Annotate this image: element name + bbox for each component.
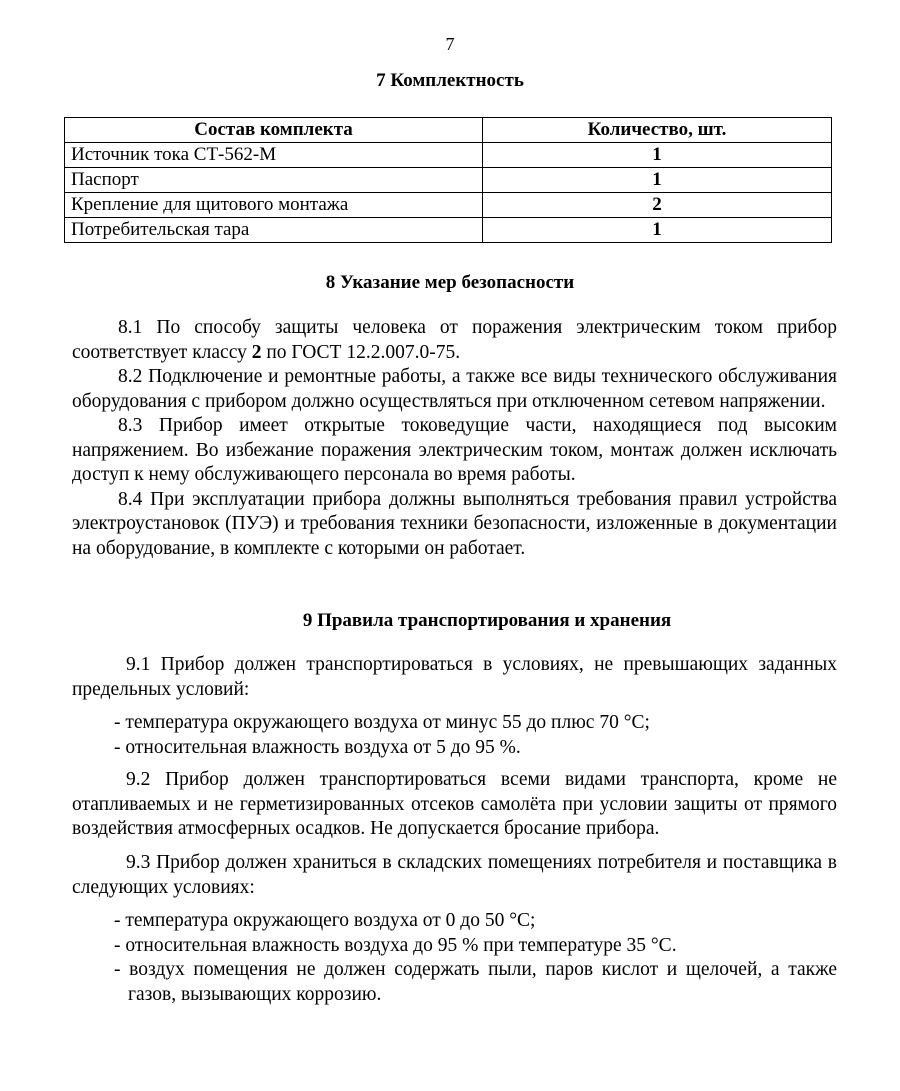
paragraph-9-1 — [72, 653, 837, 702]
section-8-body — [72, 316, 837, 561]
table-cell-name: Паспорт — [65, 168, 483, 193]
table-cell-qty: 1 — [483, 168, 832, 193]
paragraph-8-1 — [72, 316, 837, 365]
table-row — [65, 143, 832, 168]
list-item: - температура окружающего воздуха от 0 до 50 °С; — [114, 910, 536, 931]
kit-table — [64, 117, 832, 243]
page-number: 7 — [445, 34, 455, 54]
paragraph-8-3: 8.3 Прибор имеет открытые токоведущие части, находящиеся под высоким напряжением. Во избежание поражения электрическим током, монтаж должен исключать доступ к нему обслуживающего персонала во время работы. — [72, 415, 837, 485]
table-row — [65, 218, 832, 243]
paragraph-9-2-text: 9.2 Прибор должен транспортироваться всеми видами транспорта, кроме не отапливаемых и не герметизированных отсеков самолёта при условии защиты от прямого воздействия атмосферных осадков. Не допускается бросание прибора. — [72, 769, 837, 839]
paragraph-9-2 — [72, 768, 837, 842]
table-cell-name: Крепление для щитового монтажа — [65, 193, 483, 218]
column-header-composition: Состав комплекта — [65, 118, 483, 143]
paragraph-8-4: 8.4 При эксплуатации прибора должны выполняться требования правил устройства электроустановок (ПУЭ) и требования техники безопасности, изложенные в документации на оборудование, в комплекте с которыми он работает. — [72, 488, 837, 559]
table-cell-qty: 1 — [483, 143, 832, 168]
list-item: - воздух помещения не должен содержать пыли, паров кислот и щелочей, а также газов, вызывающих коррозию. — [114, 959, 837, 1005]
section-7-title: 7 Комплектность — [376, 70, 524, 91]
table-header-row — [65, 118, 832, 143]
table-cell-qty: 1 — [483, 218, 832, 243]
section-9-title: 9 Правила транспортирования и хранения — [302, 610, 672, 631]
transport-conditions-list — [72, 711, 837, 760]
table-row — [65, 168, 832, 193]
storage-conditions-list — [72, 909, 837, 1007]
section-8-title: 8 Указание мер безопасности — [325, 272, 575, 293]
table-cell-name: Источник тока СТ-562-М — [65, 143, 483, 168]
table-row — [65, 193, 832, 218]
paragraph-8-1-text-start: 8.1 По способу защиты человека от поражения электрическим током прибор соответствует классу — [72, 317, 837, 363]
list-item: - относительная влажность воздуха до 95 % при температуре 35 °С. — [114, 934, 677, 956]
table-cell-name: Потребительская тара — [65, 218, 483, 243]
paragraph-9-3 — [72, 851, 837, 900]
list-item: - температура окружающего воздуха от минус 55 до плюс 70 °С; — [114, 712, 650, 733]
paragraph-8-2: 8.2 Подключение и ремонтные работы, а также все виды технического обслуживания оборудования с прибором должно осуществляться при отключенном сетевом напряжении. — [72, 366, 837, 412]
protection-class-value: 2 — [251, 341, 262, 363]
list-item: - относительная влажность воздуха от 5 до 95 %. — [114, 736, 521, 758]
paragraph-9-3-text: 9.3 Прибор должен храниться в складских помещениях потребителя и поставщика в следующих условиях: — [72, 852, 837, 898]
paragraph-9-1-text: 9.1 Прибор должен транспортироваться в условиях, не превышающих заданных предельных условий: — [72, 654, 837, 700]
column-header-quantity: Количество, шт. — [483, 118, 832, 143]
table-cell-qty: 2 — [483, 193, 832, 218]
paragraph-8-1-text-end: по ГОСТ 12.2.007.0-75. — [261, 341, 461, 363]
